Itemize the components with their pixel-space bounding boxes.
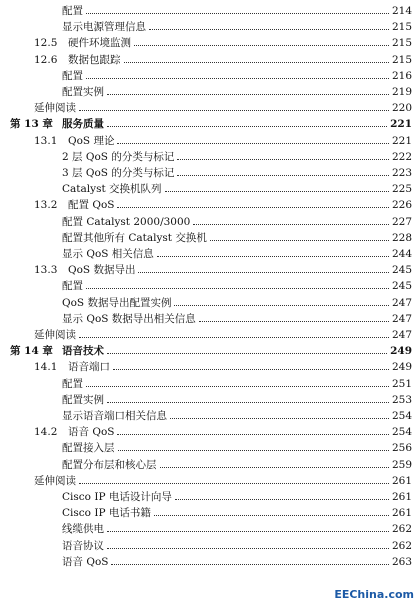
toc-leader-dots (86, 386, 389, 387)
toc-title: Cisco IP 电话设计向导 (62, 491, 172, 503)
toc-title: 显示语音端口相关信息 (62, 410, 167, 422)
toc-page-number: 228 (391, 231, 412, 244)
toc-title: 线缆供电 (62, 523, 104, 536)
toc-title: 3 层 QoS 的分类与标记 (62, 167, 175, 179)
toc-row (0, 100, 418, 116)
toc-title: 2 层 QoS 的分类与标记 (62, 150, 175, 163)
toc-number: 14.2 (34, 426, 58, 439)
toc-row (0, 3, 418, 19)
toc-page-number: 251 (391, 377, 412, 390)
toc-page-number: 253 (391, 393, 412, 406)
toc-page-number: 261 (391, 491, 412, 503)
toc-leader-dots (165, 191, 389, 192)
toc-title: 配置接入层 (62, 442, 115, 455)
toc-row (0, 489, 418, 505)
toc-row (0, 165, 418, 181)
toc-number: 13.2 (34, 199, 58, 212)
toc-page-number: 262 (391, 523, 412, 536)
toc-page-number: 215 (391, 53, 412, 66)
toc-leader-dots (79, 337, 389, 338)
toc-title: 显示电源管理信息 (62, 21, 146, 34)
toc-page-number: 221 (390, 118, 412, 131)
toc-title: Catalyst 交换机队列 (62, 183, 162, 196)
toc-leader-dots (79, 110, 389, 111)
toc-page-number: 220 (391, 102, 412, 115)
toc-row (0, 230, 418, 246)
toc-page-number: 245 (391, 280, 412, 293)
toc-title: 数据包跟踪 (68, 53, 121, 66)
toc-title: 显示 QoS 相关信息 (62, 248, 154, 260)
toc-number: 12.6 (34, 53, 58, 66)
toc-title: Cisco IP 电话书籍 (62, 507, 151, 520)
toc-title: 语音端口 (68, 361, 110, 374)
toc-page-number: 215 (391, 21, 412, 34)
toc-page-number: 256 (391, 442, 412, 455)
toc-page-number: 254 (391, 426, 412, 439)
toc-page-number: 214 (391, 5, 412, 17)
toc-title: 配置其他所有 Catalyst 交换机 (62, 231, 207, 244)
toc-leader-dots (117, 143, 389, 144)
toc-leader-dots (79, 483, 389, 484)
toc-title: QoS 数据导出 (68, 264, 136, 277)
toc-leader-dots (160, 467, 389, 468)
toc-leader-dots (177, 175, 389, 176)
toc-page-number: 249 (390, 345, 412, 358)
toc-leader-dots (86, 288, 389, 289)
toc-page-number: 225 (391, 183, 412, 196)
toc-page-number: 262 (391, 539, 412, 552)
toc-row (0, 392, 418, 408)
toc-row (0, 52, 418, 68)
toc-leader-dots (174, 305, 389, 306)
toc-row (0, 246, 418, 262)
toc-row (0, 521, 418, 537)
toc-row (0, 181, 418, 197)
toc-page-number: 222 (391, 150, 412, 163)
toc-page-number: 247 (391, 329, 412, 341)
toc-title: 语音 QoS (62, 555, 109, 568)
toc-number: 14.1 (34, 361, 58, 374)
toc-leader-dots (86, 13, 389, 14)
toc-row (0, 262, 418, 278)
toc-page-number: 261 (391, 474, 412, 487)
toc-row (0, 133, 418, 149)
toc-title: 配置 Catalyst 2000/3000 (62, 215, 191, 228)
toc-page-number: 227 (391, 215, 412, 228)
toc-title: 配置 (62, 5, 83, 17)
toc-leader-dots (107, 402, 389, 403)
toc-title: 延伸阅读 (34, 329, 76, 341)
toc-title: QoS 数据导出配置实例 (62, 296, 172, 309)
toc-row (0, 214, 418, 230)
toc-title: 语音 QoS (68, 426, 115, 439)
toc-row (0, 359, 418, 375)
toc-leader-dots (113, 369, 389, 370)
toc-page-number: 259 (391, 458, 412, 471)
toc-number: 第 14 章 (10, 345, 53, 358)
toc-title: 配置 (62, 377, 83, 390)
toc-page-number: 245 (391, 264, 412, 277)
toc-leader-dots (107, 353, 387, 354)
toc-row (0, 408, 418, 424)
toc-page-number: 247 (391, 296, 412, 309)
toc-title: 配置 QoS (68, 199, 115, 212)
toc-row (0, 68, 418, 84)
toc-title: 配置 (62, 280, 83, 293)
toc-row (0, 424, 418, 440)
toc-row (0, 440, 418, 456)
toc-title: 配置实例 (62, 86, 104, 98)
toc-leader-dots (138, 272, 389, 273)
toc-page-number: 216 (391, 69, 412, 82)
toc-row (0, 457, 418, 473)
toc-leader-dots (193, 224, 389, 225)
toc-row (0, 295, 418, 311)
toc-page-number: 215 (391, 37, 412, 50)
toc-number: 13.1 (34, 134, 58, 147)
toc-title: 延伸阅读 (34, 102, 76, 115)
watermark: EEChina.com (334, 588, 414, 601)
toc-leader-dots (175, 499, 389, 500)
toc-page-number: 244 (391, 248, 412, 260)
toc-page-number: 247 (391, 312, 412, 325)
toc-row (0, 149, 418, 165)
toc-number: 第 13 章 (10, 118, 53, 131)
toc-row (0, 197, 418, 213)
toc-leader-dots (210, 240, 389, 241)
toc-row (0, 311, 418, 327)
toc-leader-dots (149, 29, 389, 30)
toc-leader-dots (154, 515, 389, 516)
toc-leader-dots (107, 94, 389, 95)
toc-leader-dots (134, 45, 389, 46)
toc-title: 配置分布层和核心层 (62, 458, 157, 471)
toc-chapter-row (0, 116, 418, 132)
toc-row (0, 376, 418, 392)
toc-title: 延伸阅读 (34, 474, 76, 487)
toc-leader-dots (117, 434, 389, 435)
toc-chapter-row (0, 343, 418, 359)
toc-row (0, 84, 418, 100)
toc-title: 语音协议 (62, 539, 104, 552)
toc-title: 服务质量 (62, 118, 104, 131)
toc-page-number: 226 (391, 199, 412, 212)
toc-row (0, 554, 418, 570)
toc-page-number: 263 (391, 555, 412, 568)
toc-leader-dots (111, 564, 389, 565)
toc-page-number: 219 (391, 86, 412, 98)
toc-row (0, 473, 418, 489)
toc-title: QoS 理论 (68, 134, 115, 147)
toc-row (0, 35, 418, 51)
toc-leader-dots (107, 126, 387, 127)
toc-leader-dots (170, 418, 389, 419)
toc-title: 语音技术 (62, 345, 104, 358)
toc-page-number: 221 (391, 134, 412, 147)
toc-page-number: 261 (391, 507, 412, 520)
toc-page-number: 223 (391, 167, 412, 179)
toc-row (0, 278, 418, 294)
toc-leader-dots (118, 450, 389, 451)
toc-title: 配置 (62, 69, 83, 82)
toc-leader-dots (86, 78, 389, 79)
toc-leader-dots (107, 548, 389, 549)
toc-title: 显示 QoS 数据导出相关信息 (62, 312, 196, 325)
toc-page-number: 249 (391, 361, 412, 374)
toc-number: 13.3 (34, 264, 58, 277)
toc-number: 12.5 (34, 37, 58, 50)
toc-row (0, 505, 418, 521)
toc-leader-dots (157, 256, 389, 257)
toc-leader-dots (117, 207, 389, 208)
toc-leader-dots (199, 321, 389, 322)
toc-row (0, 538, 418, 554)
toc-title: 配置实例 (62, 393, 104, 406)
toc-title: 硬件环境监测 (68, 37, 131, 50)
toc-row (0, 327, 418, 343)
toc-page-number: 254 (391, 410, 412, 422)
toc-leader-dots (177, 159, 389, 160)
toc-row (0, 19, 418, 35)
toc-leader-dots (124, 62, 389, 63)
toc-leader-dots (107, 531, 389, 532)
